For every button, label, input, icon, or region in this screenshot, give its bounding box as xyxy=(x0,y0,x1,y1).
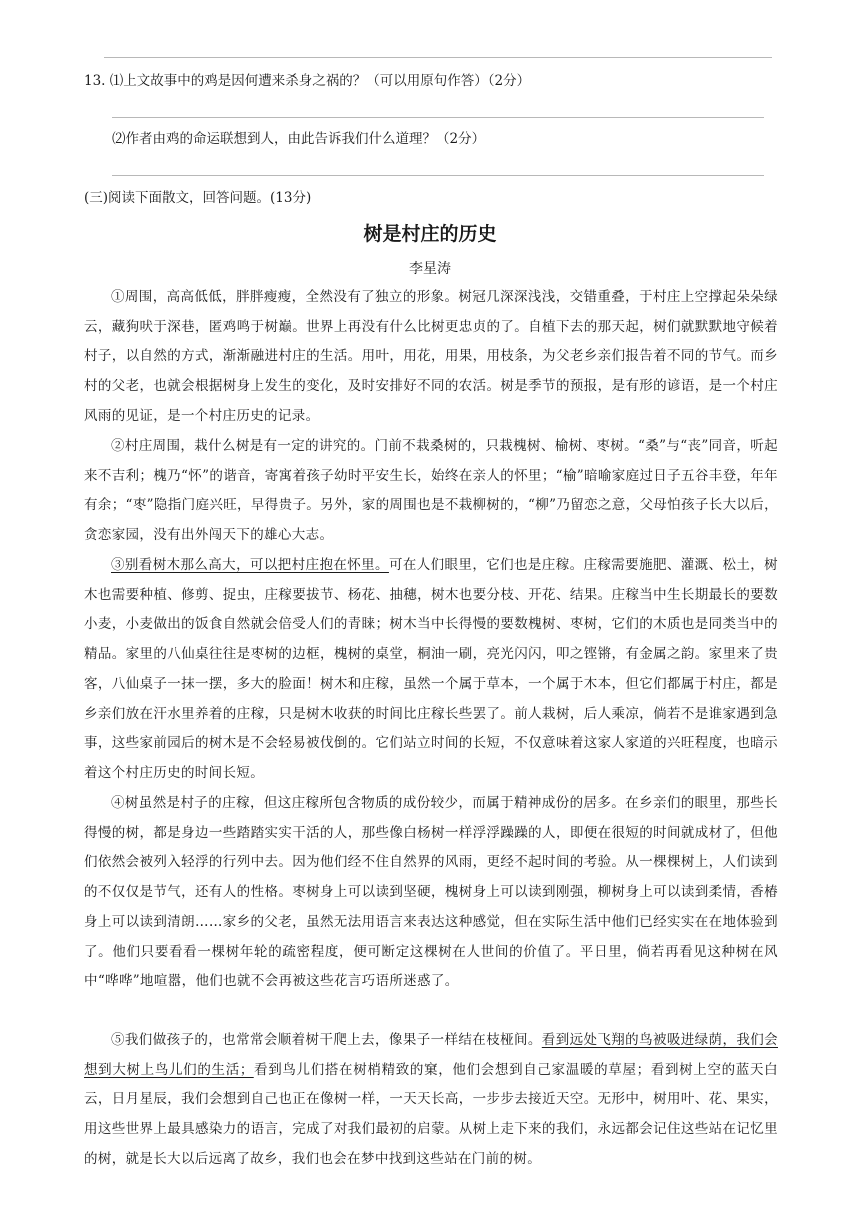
section-heading: (三)阅读下面散文，回答问题。(13分) xyxy=(84,190,312,206)
paragraph-5-text: 看到鸟儿们搭在树梢精致的窠，他们会想到自己家温暖的草屋；看到树上空的蓝天白云，日月星辰，我们会想到自己也正在像树一样，一天天长高，一步步去接近天空。无形中，树用叶、花、果实，用这些世界上最具感染力的语言，完成了对我们最初的启蒙。从树上走下来的我们，永远都会记住这些站在记忆里的树，就是长大以后远离了故乡，我们也会在梦中找到这些站在门前的树。 xyxy=(84,1061,778,1167)
question-13-2: ⑵作者由鸡的命运联想到人，由此告诉我们什么道理？（2分） xyxy=(112,131,486,147)
paragraph-3-text: 可在人们眼里，它们也是庄稼。庄稼需要施肥、灌溉、松土，树木也需要种植、修剪、捉虫，庄稼要拔节、杨花、抽穗，树木也要分枝、开花、结果。庄稼当中生长期最长的要数小麦，小麦做出的饭食自然就会倍受人们的青睐；树木当中长得慢的要数槐树、枣树，它们的木质也是同类当中的精品。家里的八仙桌往往是枣树的边框，槐树的桌堂，桐油一刷，亮光闪闪，叩之铿锵，有金属之韵。家里来了贵客，八仙桌子一抹一摆，多大的脸面！树木和庄稼，虽然一个属于草本，一个属于木本，但它们都属于村庄，都是乡亲们放在汗水里养着的庄稼，只是树木收获的时间比庄稼长些罢了。前人栽树，后人乘凉，倘若不是谁家遇到急事，这些家前园后的树木是不会轻易被伐倒的。它们站立时间的长短，不仅意味着这家人家道的兴旺程度，也暗示着这个村庄历史的时间长短。 xyxy=(84,557,778,781)
paragraph-5 xyxy=(84,1026,778,1175)
answer-line xyxy=(112,175,764,176)
essay-title: 树是村庄的历史 xyxy=(363,223,497,245)
paragraph-3 xyxy=(84,551,778,789)
answer-line xyxy=(112,117,764,118)
paragraph-2: ②村庄周围，栽什么树是有一定的讲究的。门前不栽桑树的，只栽槐树、榆树、枣树。“桑”与“丧”同音，听起来不吉利；槐乃“怀”的谐音，寄寓着孩子幼时平安生长，始终在亲人的怀里；“榆”暗喻家庭过日子五谷丰登，年年有余；“枣”隐指门庭兴旺，早得贵子。另外，家的周围也是不栽柳树的，“柳”乃留恋之意，父母怕孩子长大以后，贪恋家园，没有出外闯天下的雄心大志。 xyxy=(84,438,778,544)
paragraph-5-lead: ⑤我们做孩子的，也常常会顺着树干爬上去，像果子一样结在枝桠间。 xyxy=(111,1032,542,1048)
answer-line xyxy=(104,57,772,58)
question-13-1: 13. ⑴上文故事中的鸡是因何遭来杀身之祸的？（可以用原句作答）（2分） xyxy=(84,73,531,89)
underlined-sentence: 看到远处飞翔的鸟被吸进绿荫，我们会想到大树上鸟儿们的生活； xyxy=(84,1032,778,1078)
underlined-sentence: ③别看树木那么高大，可以把村庄抱在怀里。 xyxy=(111,557,389,573)
essay-author: 李星涛 xyxy=(409,261,451,277)
paragraph-4: ④树虽然是村子的庄稼，但这庄稼所包含物质的成份较少，而属于精神成份的居多。在乡亲们的眼里，那些长得慢的树，都是身边一些踏踏实实干活的人，那些像白杨树一样浮浮躁躁的人，即便在很短的时间就成材了，但他们依然会被列入轻浮的行列中去。因为他们经不住自然界的风雨，更经不起时间的考验。从一棵棵树上，人们读到的不仅仅是节气，还有人的性格。枣树身上可以读到坚硬，槐树身上可以读到刚强，柳树身上可以读到柔情，香椿身上可以读到清朗……家乡的父老，虽然无法用语言来表达这种感觉，但在实际生活中他们已经实实在在地体验到了。他们只要看看一棵树年轮的疏密程度，便可断定这棵树在人世间的价值了。平日里，倘若再看见这种树在风中“哗哗”地喧嚣，他们也就不会再被这些花言巧语所迷惑了。 xyxy=(84,795,778,990)
paragraph-1: ①周围，高高低低，胖胖瘦瘦，全然没有了独立的形象。树冠几深深浅浅，交错重叠，于村庄上空撑起朵朵绿云，藏狗吠于深巷，匿鸡鸣于树巅。世界上再没有什么比树更忠贞的了。自植下去的那天起，树们就默默地守候着村子，以自然的方式，渐渐融进村庄的生活。用叶，用花，用果，用枝条，为父老乡亲们报告着不同的节气。而乡村的父老，也就会根据树身上发生的变化，及时安排好不同的农活。树是季节的预报，是有形的谚语，是一个村庄风雨的见证，是一个村庄历史的记录。 xyxy=(84,289,778,424)
